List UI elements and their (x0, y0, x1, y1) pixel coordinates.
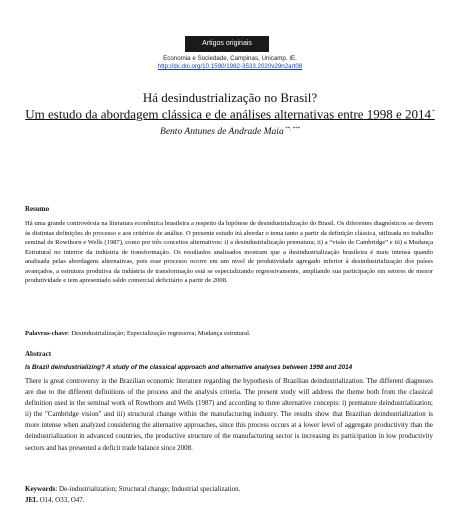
palavras-chave-label: Palavras-chave (25, 330, 68, 337)
jel-codes (25, 495, 433, 506)
abstract-english-title: Is Brazil deindustrializing? A study of the classical approach and alternative analyses between 1998 and 2014 (25, 364, 353, 371)
journal-info (0, 55, 460, 71)
author-name: Bento Antunes de Andrade Maia (160, 127, 284, 138)
author-line (0, 124, 460, 138)
keywords-label: Keywords (25, 485, 56, 493)
title-line-1: Há desindustrialização no Brasil? (142, 90, 318, 105)
abstract-text: There is great controversy in the Brazilian economic literature regarding the hypothesis of Brazilian deindustrialization. The different diagnoses are due to the different definitions of the process and the analysis criteria. The present study will address the theme both from the classical definition used in the seminal work of Rowthorn and Wells (1987) and according to three alternative concepts: i) premature deindustrialization; ii) the "Cambridge vision" and iii) structural change within the manufacturing industry. The results show that Brazilian deindustrialization is more intense when analyzed considering the alternative approaches, since this process occurs at a lower level of aggregate productivity than the deindustrialization in advanced countries, the productive structure of the manufacturing sector is increasing its participation in low productivity sectors and has presented a deficit trade balance since 2008. (25, 377, 433, 452)
author-footnote-marks: **, *** (283, 127, 300, 132)
doi-link[interactable]: http://dx.doi.org/10.1590/1982-3533.2020v29n2art08 (157, 63, 303, 70)
palavras-chave (25, 329, 433, 339)
abstract-heading: Abstract (25, 350, 52, 358)
keywords (25, 484, 433, 495)
subtitle: Um estudo da abordagem clássica e de análises alternativas entre 1998 e 2014 (25, 106, 431, 122)
palavras-chave-text: : Desindustrialização; Especialização regressiva; Mudança estrutural. (67, 330, 251, 337)
title-footnote-mark: * (431, 110, 435, 115)
resumo-heading: Resumo (25, 205, 50, 213)
jel-label: JEL (25, 496, 38, 504)
journal-name: Economia e Sociedade, Campinas, Unicamp. IE. (163, 55, 297, 62)
title-line-2 (20, 105, 440, 121)
article-type-tag: Artigos originais (185, 36, 269, 52)
keywords-text: : De-industrialization; Structural change; Industrial specialization. (55, 485, 241, 493)
resumo-text: Há uma grande controvérsia na literatura econômica brasileira a respeito da hipótese de desindustrialização do Brasil. Os diferentes diagnósticos se devem às distintas definições do processo e aos critérios de análise. O presente estudo irá abordar o tema tanto a partir da definição clássica, utilizada no trabalho seminal de Rowthorn e Wells (1987), como por três conceitos alternativos: i) a desindustrialização prematura; ii) a “visão de Cambridge” e iii) a Mudança Estrutural no interior da indústria de transformação. Os resultados analisados mostram que a desindustrialização brasileira é mais intensa quando analisada pelas abordagens alternativas, pois esse processo ocorre em um nível de produtividade agregado inferior à desindustrialização dos países avançados, a estrutura produtiva da indústria de transformação está se especializando regressivamente, ampliando sua participação em setores de menor produtividade e tem apresentado saldo comercial deficitário a partir de 2008. (25, 220, 433, 285)
jel-text: O14, O33, O47. (37, 496, 85, 504)
